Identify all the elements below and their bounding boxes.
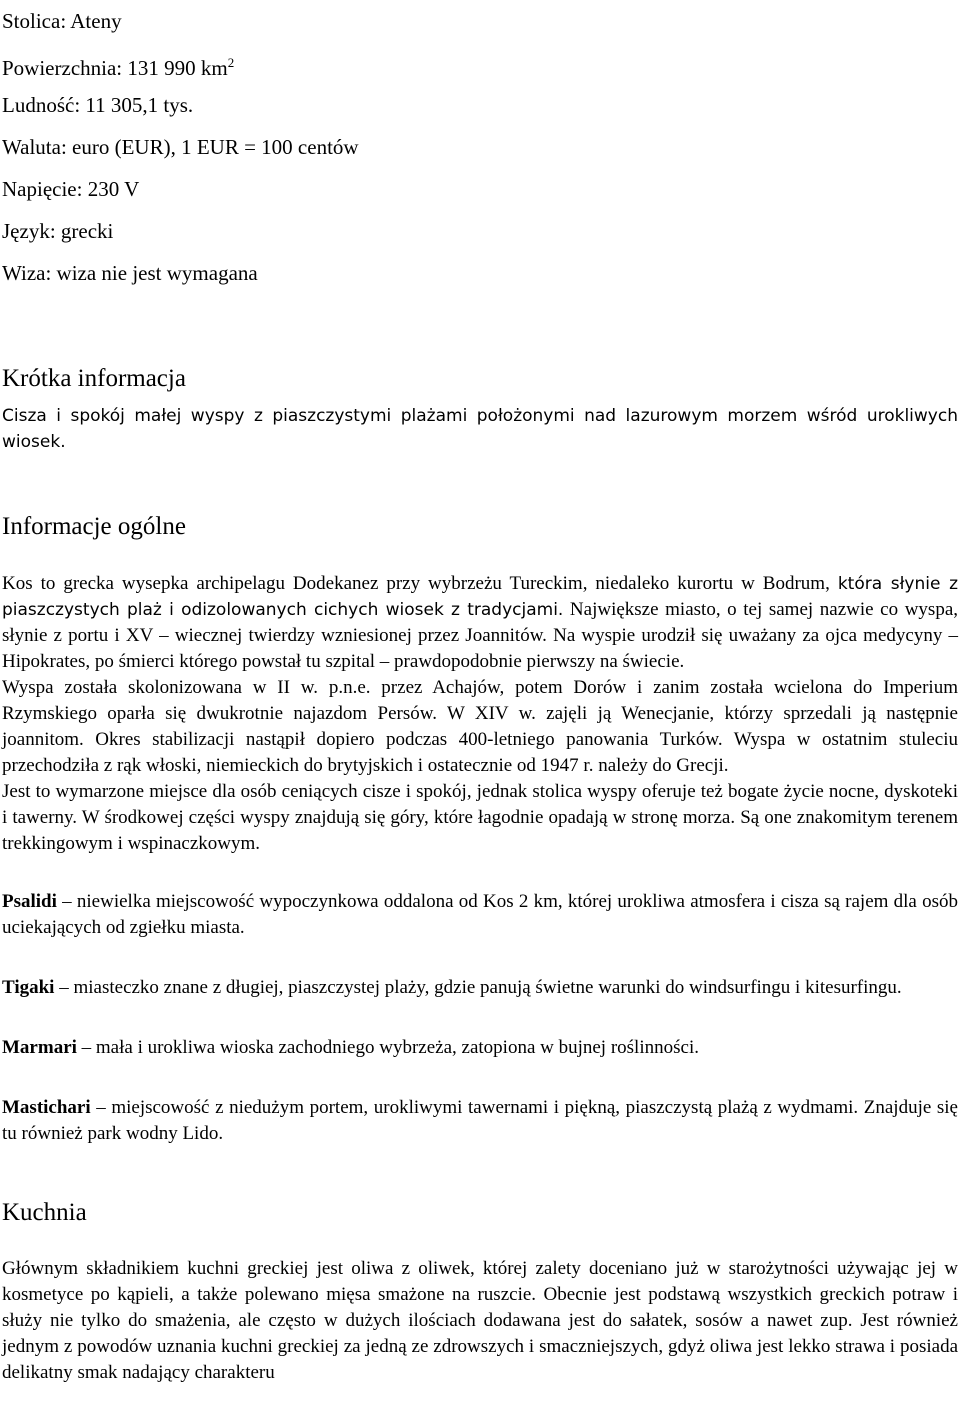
- fact-area-text: Powierzchnia: 131 990 km: [2, 56, 228, 80]
- general-p1-part-sans: która słynie z piaszczystych plaż i odizolowanych cichych wiosek z tradycjami.: [2, 574, 958, 620]
- general-p1-part-b: Największe miasto, o tej samej nazwie co wyspa, słynie z portu i XV – wiecznej twierdzy wzniesionej przez Joannitów. Na wyspie urodził się uważany za ojca medycyny – Hipokrates, po śmierci którego powstał tu szpital – prawdopodobnie pierwszy na świecie.: [2, 599, 958, 672]
- general-p1-part-a: Kos to grecka wysepka archipelagu Dodekanez przy wybrzeżu Tureckim, niedaleko kurortu w Bodrum,: [2, 573, 838, 594]
- fact-currency: Waluta: euro (EUR), 1 EUR = 100 centów: [2, 135, 359, 159]
- fact-voltage: Napięcie: 230 V: [2, 177, 140, 201]
- place-desc-tigaki: – miasteczko znane z długiej, piaszczystej plaży, gdzie panują świetne warunki do windsurfingu i kitesurfingu.: [54, 977, 902, 998]
- place-name-psalidi: Psalidi: [2, 891, 57, 912]
- place-tigaki: [2, 975, 958, 1001]
- place-psalidi: [2, 889, 958, 941]
- place-name-tigaki: Tigaki: [2, 977, 55, 998]
- fact-capital: Stolica: Ateny: [2, 9, 122, 33]
- place-desc-marmari: – mała i urokliwa wioska zachodniego wybrzeża, zatopiona w bujnej roślinności.: [76, 1037, 699, 1058]
- fact-population: Ludność: 11 305,1 tys.: [2, 93, 194, 117]
- cuisine-text: Głównym składnikiem kuchni greckiej jest oliwa z oliwek, której zalety doceniano już w starożytności używając jej w kosmetyce po kąpieli, a także polewano mięsa smażone na ruszcie. Obecnie jest podstawą wszystkich greckich potraw i służy nie tylko do smażenia, ale często w dużych ilościach dodawana jest do sałatek, sosów a nawet zup. Jest również jednym z powodów uznania kuchni greckiej za jedną ze zdrowszych i smaczniejszych, gdyż oliwa jest lekko strawa i posiada delikatny smak nadający charakteru: [2, 1258, 958, 1383]
- heading-short-info: Krótka informacja: [2, 365, 186, 392]
- general-paragraph-2: Wyspa została skolonizowana w II w. p.n.e. przez Achajów, potem Dorów i zanim została wcielona do Imperium Rzymskiego oparła się dwukrotnie najazdom Persów. W XIV w. zajęli ją Wenecjanie, którzy sprzedali ją następnie joannitom. Okres stabilizacji nastąpił dopiero podczas 400-letniego panowania Turków. Wyspa w ostatnim stuleciu przechodziła z rąk włoski, niemieckich do brytyjskich i ostatecznie od 1947 r. należy do Grecji.: [2, 677, 958, 776]
- fact-visa: Wiza: wiza nie jest wymagana: [2, 261, 258, 285]
- place-name-marmari: Marmari: [2, 1037, 77, 1058]
- short-info-text: Cisza i spokój małej wyspy z piaszczystymi plażami położonymi nad lazurowym morzem wśród urokliwych wiosek.: [2, 406, 958, 452]
- place-desc-psalidi: – niewielka miejscowość wypoczynkowa oddalona od Kos 2 km, której urokliwa atmosfera i cisza są rajem dla osób uciekających od zgiełku miasta.: [2, 891, 958, 938]
- place-mastichari: [2, 1095, 958, 1147]
- fact-area: [2, 42, 958, 84]
- fact-area-sup: 2: [227, 55, 235, 70]
- heading-general-info: Informacje ogólne: [2, 513, 186, 540]
- place-marmari: [2, 1035, 958, 1061]
- document-page: [2, 0, 958, 1386]
- place-desc-mastichari: – miejscowość z niedużym portem, urokliwymi tawernami i piękną, piaszczystą plażą z wydmami. Znajduje się tu również park wodny Lido.: [2, 1097, 958, 1144]
- facts-list: [2, 0, 958, 294]
- general-paragraph-1: [2, 571, 958, 675]
- general-paragraph-3: Jest to wymarzone miejsce dla osób ceniących cisze i spokój, jednak stolica wyspy oferuje też bogate życie nocne, dyskoteki i tawerny. W środkowej części wyspy znajdują się góry, które łagodnie opadają w stronę morza. Są one znakomitym terenem trekkingowym i wspinaczkowym.: [2, 781, 958, 854]
- fact-language: Język: grecki: [2, 219, 114, 243]
- place-name-mastichari: Mastichari: [2, 1097, 91, 1118]
- heading-cuisine: Kuchnia: [2, 1199, 87, 1226]
